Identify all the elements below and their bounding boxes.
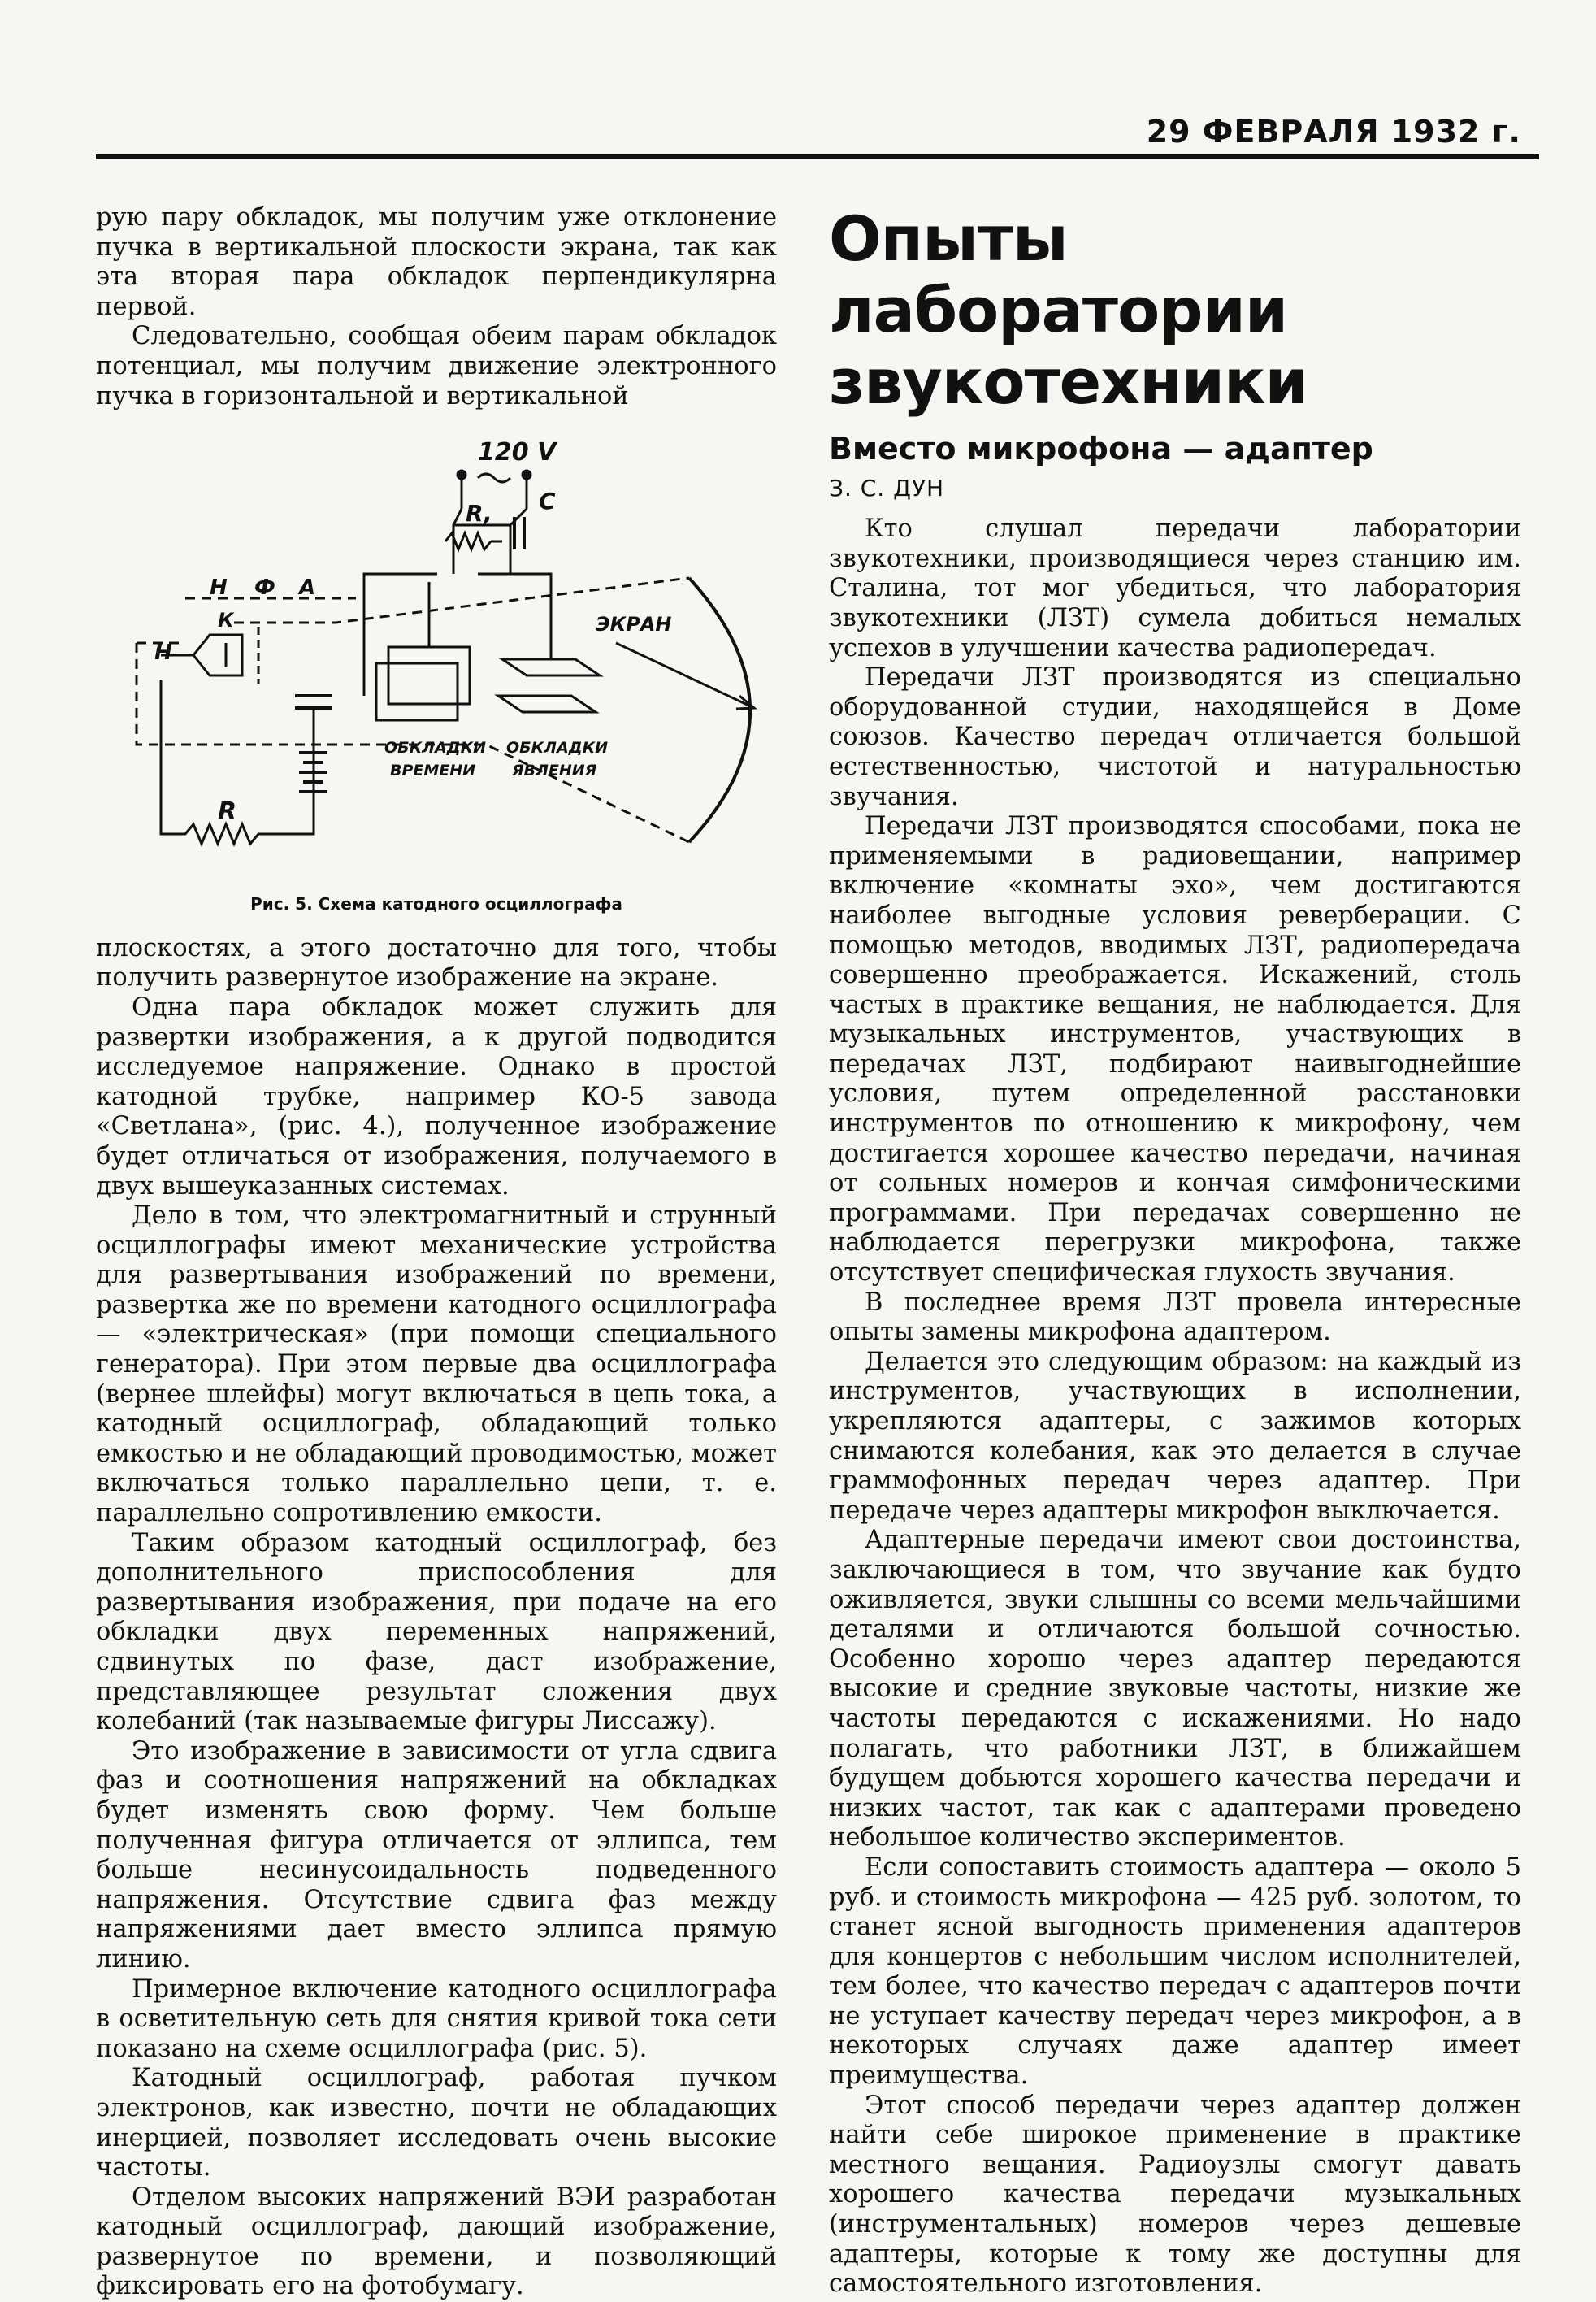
paragraph: Таким образом катодный осциллограф, без дополнительного приспособления для развертывания изображения, при подаче на его обкладки двух переменных напряжений, сдвинутых по фазе, даст изображение, представляющее результат сложения двух колебаний (так называемые фигуры Лиссажу). — [96, 1528, 777, 1736]
paragraph: Адаптерные передачи имеют свои достоинства, заключающиеся в том, что звучание как будто оживляется, звуки слышны со всеми мельчайшими деталями и отличаются большой сочностью. Особенно хорошо через адаптер передаются высокие и средние звуковые частоты, низкие же частоты передаются с искажениями. Но надо полагать, что работники ЛЗТ, в ближайшем будущем добьются хорошего качества передачи и низких частот, так как с адаптерами проведено небольшое количество экспериментов. — [829, 1526, 1521, 1852]
f-label: Ф — [254, 576, 275, 601]
paragraph: рую пару обкладок, мы получим уже отклонение пучка в вертикальной плоскости экрана, так как эта вторая пара обкладок перпендикулярна первой. — [96, 203, 777, 321]
article-subtitle: Вместо микрофона — адаптер — [829, 431, 1373, 467]
plates-time-label-1: ОБКЛАДКИ — [384, 739, 487, 758]
figure-caption: Рис. 5. Схема катодного осциллографа — [250, 894, 622, 914]
paragraph: Отделом высоких напряжений ВЭИ разработан катодный осциллограф, дающий изображение, развернутое по времени, и позволяющий фиксировать его на фотобумагу. — [96, 2183, 777, 2301]
capacitor-label: C — [539, 488, 556, 515]
paragraph: Передачи ЛЗТ производятся из специально оборудованной студии, находящейся в Доме союзов. Качество передач отличается большой естественностью, чистотой и натуральностью звучания. — [829, 663, 1521, 811]
voltage-label: 120 V — [478, 438, 557, 467]
screen-label: ЭКРАН — [596, 613, 672, 636]
page-date: 29 ФЕВРАЛЯ 1932 г. — [1146, 114, 1521, 150]
paragraph: плоскостях, а этого достаточно для того, чтобы получить развернутое изображение на экране. — [96, 933, 777, 992]
diagram-svg — [96, 428, 777, 883]
paragraph: Кто слушал передачи лаборатории звукотехники, производящиеся через станцию им. Сталина, тот мог убедиться, что лаборатория звукотехники (ЛЗТ) сумела добиться немалых успехов в улучшении качества радиопередач. — [829, 515, 1521, 662]
r-label: R — [218, 797, 237, 827]
plates-phenomenon-label-1: ОБКЛАДКИ — [506, 739, 609, 758]
article-title: Опыты лаборатории звукотехники — [829, 202, 1308, 418]
article-author: З. С. ДУН — [829, 474, 945, 502]
paragraph: Передачи ЛЗТ производятся способами, пока не применяемыми в радиовещании, например включение «комнаты эхо», чем достигаются наиболее выгодные условия реверберации. С помощью методов, вводимых ЛЗТ, радиопередача совершенно преображается. Искажений, столь частых в практике вещания, не наблюдается. Для музыкальных инструментов, участвующих в передачах ЛЗТ, подбирают наивыгоднейшие условия, путем определенной расстановки инструментов по отношению к микрофону, чем достигается хорошее качество передачи, начиная от сольных номеров и кончая симфоническими программами. При передачах совершенно не наблюдается перегрузки микрофона, также отсутствует специфическая глухость звучания. — [829, 812, 1521, 1288]
cathode — [161, 635, 242, 675]
paragraph: Одна пара обкладок может служить для развертки изображения, а к другой подводится исследуемое напряжение. Однако в простой катодной трубке, например КО-5 завода «Светлана», (рис. 4.), полученное изображение будет отличаться от изображения, получаемого в двух вышеуказанных системах. — [96, 992, 777, 1201]
paragraph: Это изображение в зависимости от угла сдвига фаз и соотношения напряжений на обкладках будет изменять свою форму. Чем больше полученная фигура отличается от эллипса, тем больше несинусоидальность подведенного напряжения. Отсутствие сдвига фаз между напряжениями дает вместо эллипса прямую линию. — [96, 1736, 777, 1974]
header-rule — [96, 154, 1539, 159]
paragraph: Примерное включение катодного осциллографа в осветительную сеть для снятия кривой тока сети показано на схеме осциллографа (рис. 5). — [96, 1974, 777, 2063]
paragraph: В последнее время ЛЗТ провела интересные опыты замены микрофона адаптером. — [829, 1288, 1521, 1347]
oscillograph-diagram — [96, 428, 777, 919]
paragraph: Если сопоставить стоимость адаптера — около 5 руб. и стоимость микрофона — 425 руб. золотом, то станет ясной выгодность применения адаптеров для концертов с небольшим числом исполнителей, тем более, что качество передач с адаптеров почти не уступает качеству передач через микрофон, а в некоторых случаях даже адаптер имеет преимущества. — [829, 1852, 1521, 2091]
paragraph: Дело в том, что электромагнитный и струнный осциллографы имеют механические устройства для развертывания изображений по времени, развертка же по времени катодного осциллографа — «электрическая» (при помощи специального генератора). При этом первые два осциллографа (вернее шлейфы) могут включаться в цепь тока, а катодный осциллограф, обладающий только емкостью и не обладающий проводимостью, может включаться только параллельно цепи, т. е. параллельно сопротивлению емкости. — [96, 1201, 777, 1528]
left-column — [96, 203, 777, 2302]
plates-phenomenon-label-2: ЯВЛЕНИЯ — [512, 762, 597, 780]
paragraph: Делается это следующим образом: на каждый из инструментов, участвующих в исполнении, укрепляются адаптеры, с зажимов которых снимаются колебания, как это делается в случае граммофонных передач через адаптер. При передаче через адаптеры микрофон выключается. — [829, 1347, 1521, 1525]
h-label-top: Н — [210, 576, 228, 601]
right-column — [829, 203, 1521, 2300]
tube-screen-arc — [689, 578, 750, 842]
paragraph: Катодный осциллограф, работая пучком электронов, как известно, почти не обладающих инерцией, позволяет исследовать очень высокие частоты. — [96, 2064, 777, 2183]
h-label-left: Н — [154, 641, 172, 666]
phenomenon-plates — [502, 659, 600, 675]
a-label: А — [299, 576, 316, 601]
paragraph: Этот способ передачи через адаптер должен найти себе широкое применение в практике местного вещания. Радиоузлы смогут давать хорошего качества передачи музыкальных (инструментальных) номеров через дешевые адаптеры, которые к тому же доступны для самостоятельного изготовления. — [829, 2091, 1521, 2299]
k-label: К — [218, 609, 234, 632]
plates-time-label-2: ВРЕМЕНИ — [390, 762, 476, 780]
paragraph: Следовательно, сообщая обеим парам обкладок потенциал, мы получим движение электронного пучка в горизонтальной и вертикальной — [96, 322, 777, 410]
electron-beam — [616, 643, 754, 708]
r1-label: R, — [466, 500, 492, 528]
